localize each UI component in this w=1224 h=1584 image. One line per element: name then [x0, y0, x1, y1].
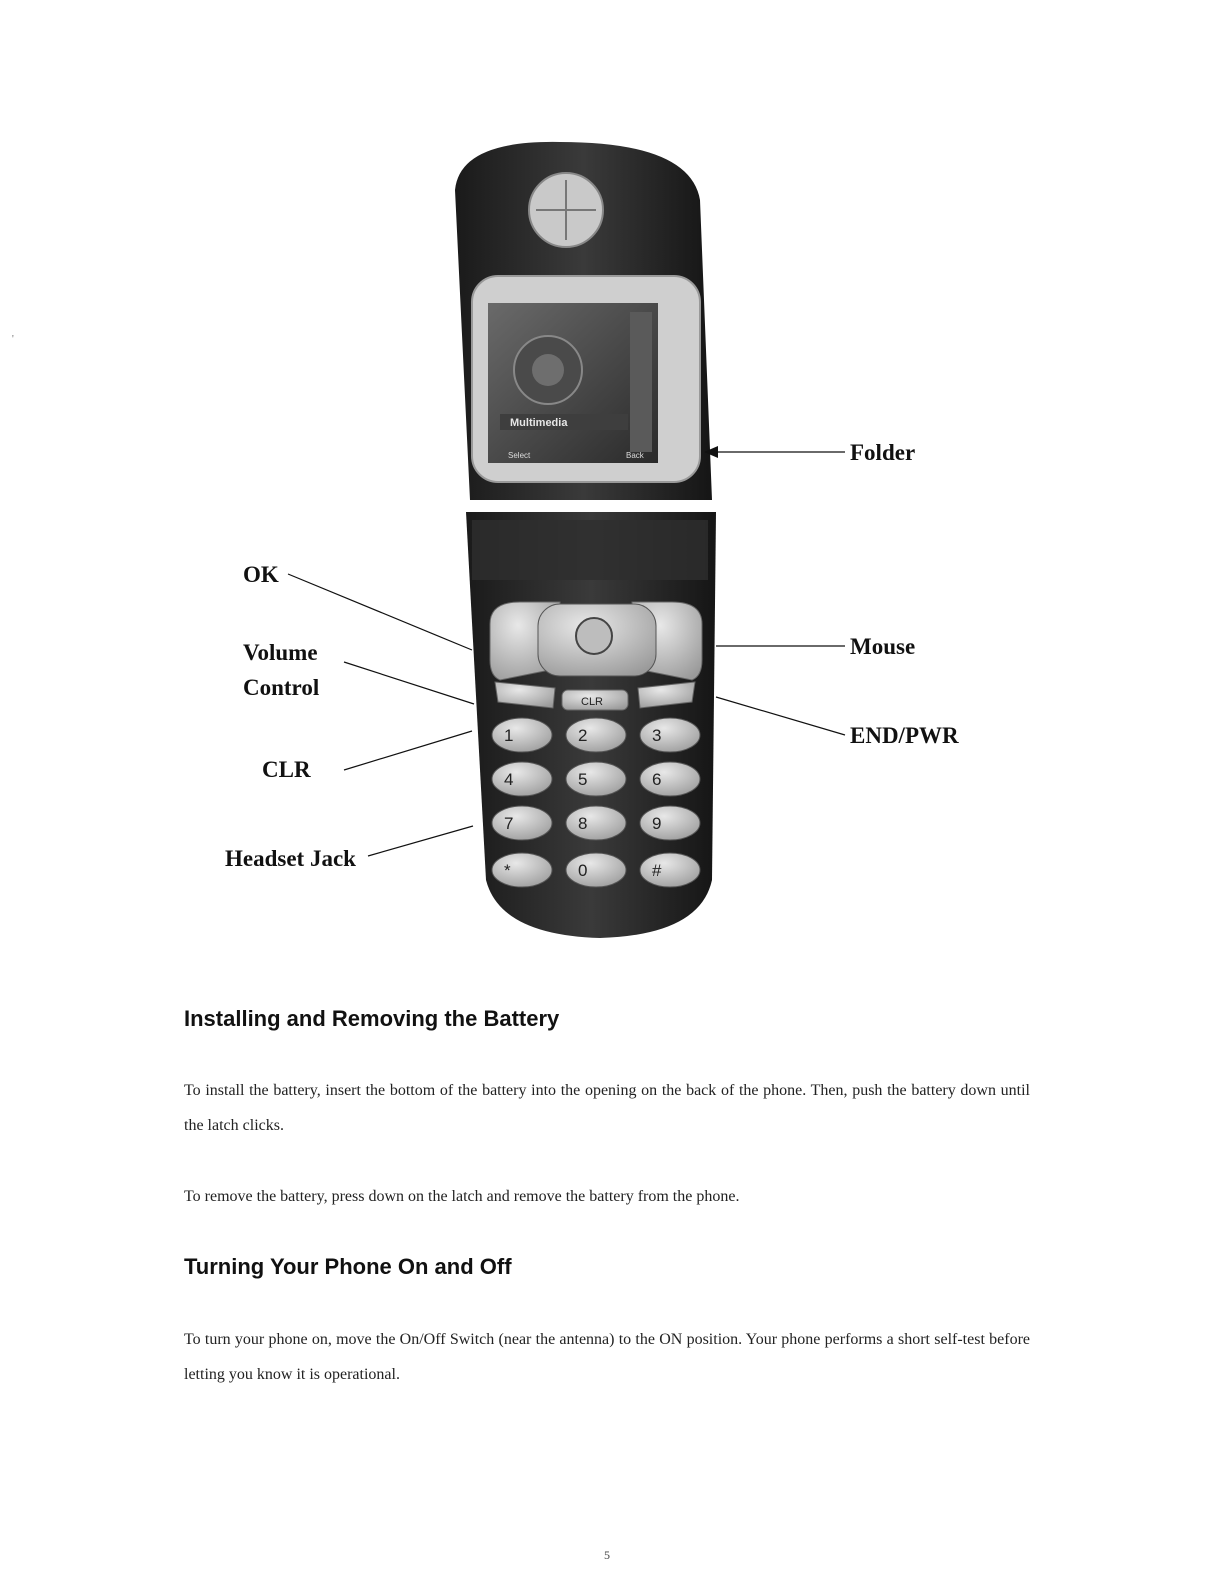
keypad-key-label: 9 [652, 814, 662, 833]
keypad-key-label: 0 [578, 861, 588, 880]
keypad-key-label: 5 [578, 770, 588, 789]
keypad-key-label: * [504, 861, 511, 880]
screen-left-softkey: Select [508, 451, 531, 460]
keypad-key-9 [640, 806, 700, 840]
keypad-key-hash [640, 853, 700, 887]
screen-right-softkey: Back [626, 451, 644, 460]
paragraph-remove-battery: To remove the battery, press down on the latch and remove the battery from the phone. [184, 1188, 740, 1205]
callout-ok: OK [243, 562, 279, 587]
keypad-key-star [492, 853, 552, 887]
callout-end-pwr: END/PWR [850, 723, 959, 748]
phone-base [466, 512, 716, 938]
keypad-key-1 [492, 718, 552, 752]
keypad-key-label: 6 [652, 770, 662, 789]
keypad-key-label: 2 [578, 726, 588, 745]
callout-clr: CLR [262, 757, 311, 782]
headset-leader [368, 826, 473, 856]
keypad-key-8 [566, 806, 626, 840]
callout-volume-line1: Volume [243, 640, 318, 665]
keypad-key-4 [492, 762, 552, 796]
keypad-key-label: 8 [578, 814, 588, 833]
paragraph-power-on: To turn your phone on, move the On/Off Switch (near the antenna) to the ON position. Your phone performs a short self-test before letting you know it is operational. [184, 1331, 1030, 1383]
clr-key-label: CLR [581, 696, 604, 708]
end-pwr-leader [716, 697, 845, 735]
section-heading-battery: Installing and Removing the Battery [184, 1006, 560, 1031]
screen-banner: Multimedia [510, 417, 568, 429]
keypad-key-3 [640, 718, 700, 752]
callout-headset-jack: Headset Jack [225, 846, 356, 871]
callout-volume-control [243, 635, 319, 705]
keypad-key-label: 1 [504, 726, 514, 745]
callout-folder: Folder [850, 440, 916, 465]
keypad-key-0 [566, 853, 626, 887]
stray-mark: ' [12, 334, 14, 345]
clr-leader [344, 731, 472, 770]
phone-folder [455, 142, 712, 500]
keypad-key-label: 4 [504, 770, 514, 789]
ok-center-key [576, 618, 612, 654]
keypad-key-2 [566, 718, 626, 752]
callout-mouse: Mouse [850, 634, 916, 659]
section-heading-power: Turning Your Phone On and Off [184, 1254, 512, 1279]
keypad-key-label: 7 [504, 814, 514, 833]
keypad-key-7 [492, 806, 552, 840]
callout-volume-line2: Control [243, 675, 320, 700]
keypad-key-label: 3 [652, 726, 662, 745]
paragraph-install-battery: To install the battery, insert the bottom of the battery into the opening on the back of the phone. Then, push the battery down until the latch clicks. [184, 1082, 1030, 1134]
page-number: 5 [604, 1548, 610, 1562]
keypad-key-5 [566, 762, 626, 796]
volume-leader [344, 662, 474, 704]
keypad-key-label: # [652, 861, 662, 880]
keypad-key-6 [640, 762, 700, 796]
